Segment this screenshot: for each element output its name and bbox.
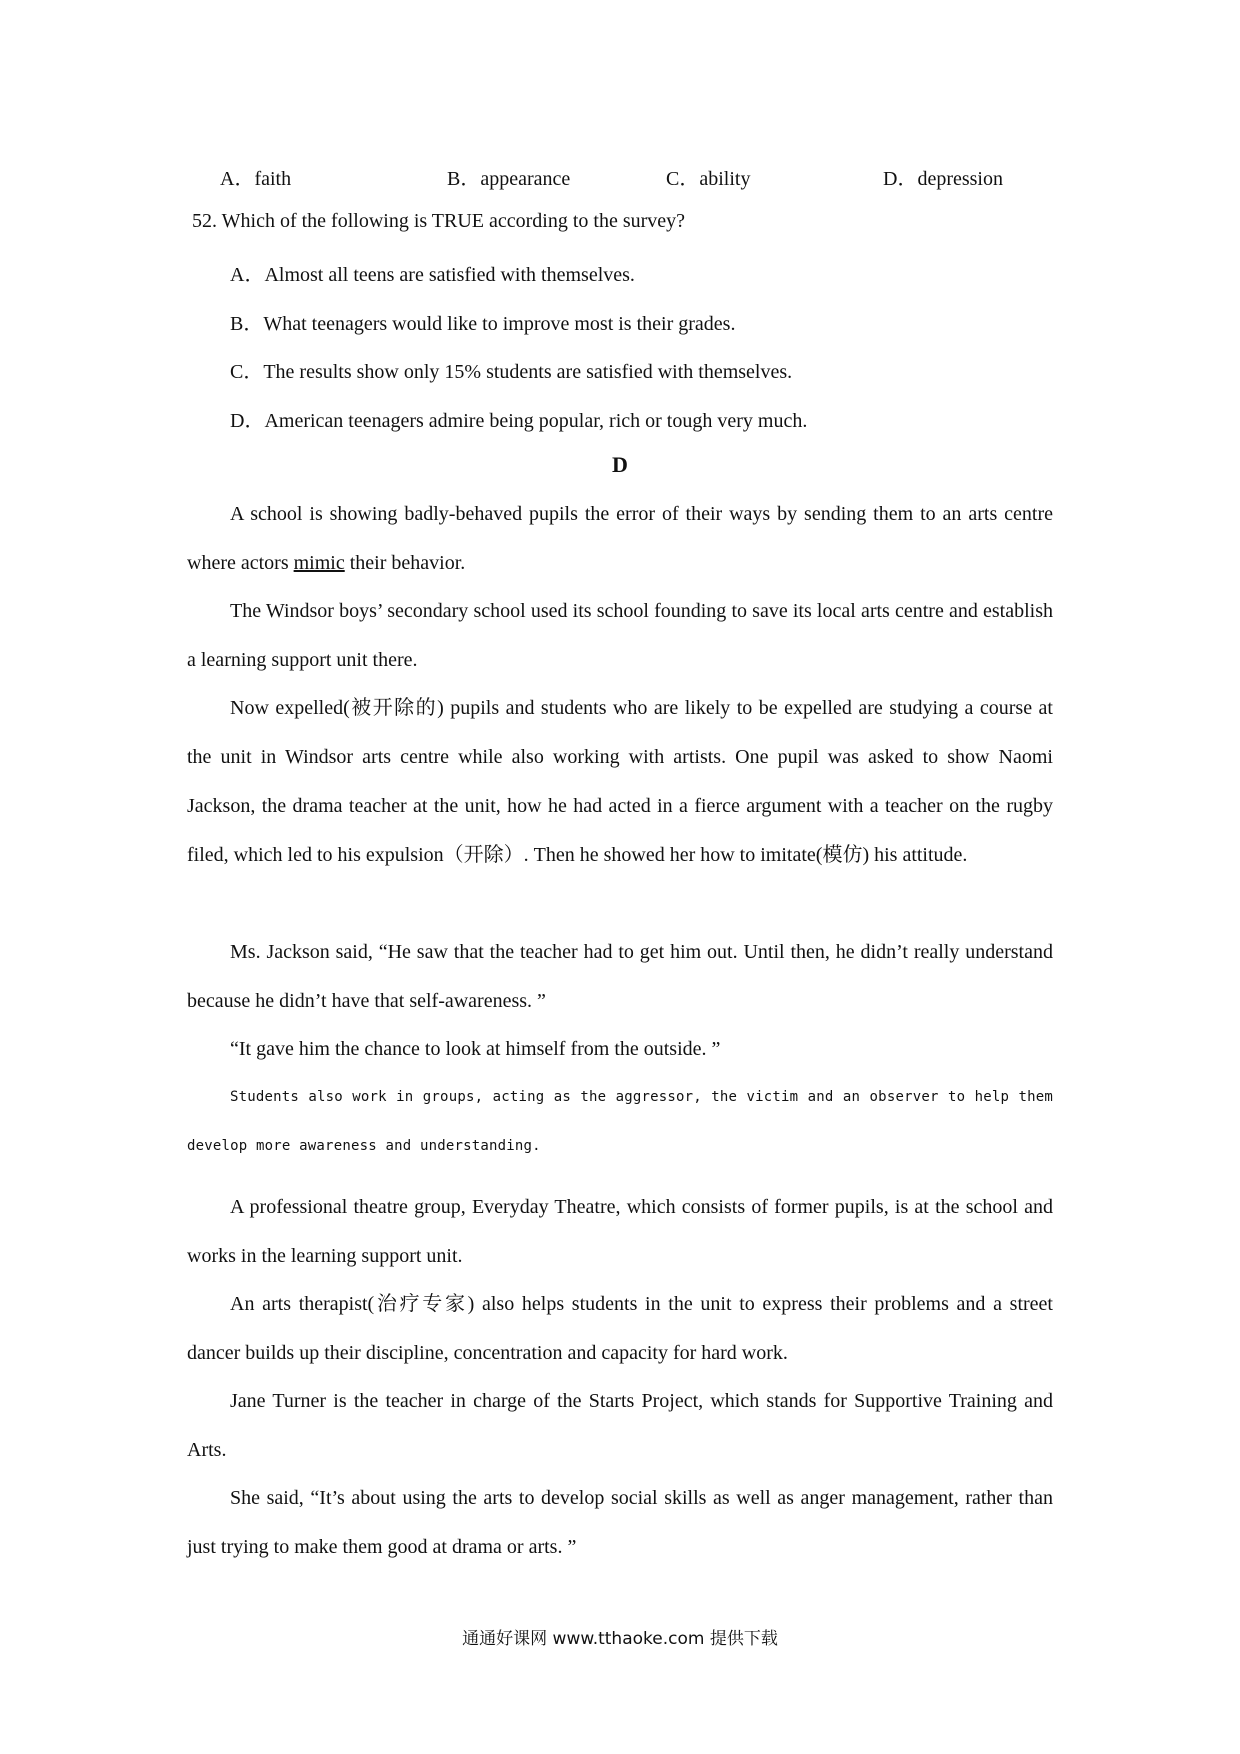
- q52-stem: 52. Which of the following is TRUE according to the survey?: [192, 210, 686, 232]
- passage-paragraph-10: She said, “It’s about using the arts to develop social skills as well as anger management, rather than just trying to make them good at drama or arts. ”: [187, 1487, 1053, 1558]
- q52-option-c[interactable]: C．The results show only 15% students are satisfied with themselves.: [230, 361, 793, 383]
- passage-paragraph-1: [187, 490, 1053, 588]
- underlined-word-mimic: mimic: [293, 552, 345, 574]
- q51-option-d[interactable]: D．depression: [883, 168, 1003, 190]
- passage-paragraph-6: Students also work in groups, acting as the aggressor, the victim and an observer to help them develop more awareness and understanding.: [187, 1089, 1053, 1154]
- paragraph-1-text-end: their behavior.: [344, 552, 466, 574]
- passage-paragraph-2: The Windsor boys’ secondary school used its school founding to save its local arts centre and establish a learning support unit there.: [187, 600, 1053, 671]
- q51-option-a[interactable]: A．faith: [220, 168, 292, 190]
- q51-option-b[interactable]: B．appearance: [447, 168, 571, 190]
- passage-paragraph-3: Now expelled(被开除的) pupils and students who are likely to be expelled are studying a course at the unit in Windsor arts centre while also working with artists. One pupil was asked to show Naomi Jackson, the drama teacher at the unit, how he had acted in a fierce argument with a teacher on the rugby filed, which led to his expulsion（开除）. Then he showed her how to imitate(模仿) his attitude.: [187, 697, 1053, 866]
- passage-paragraph-8: An arts therapist(治疗专家) also helps students in the unit to express their problems and a street dancer builds up their discipline, concentration and capacity for hard work.: [187, 1293, 1053, 1364]
- q52-option-d[interactable]: D．American teenagers admire being popular, rich or tough very much.: [230, 410, 808, 432]
- q52-option-b[interactable]: B．What teenagers would like to improve most is their grades.: [230, 313, 736, 335]
- passage-paragraph-9: Jane Turner is the teacher in charge of the Starts Project, which stands for Supportive Training and Arts.: [187, 1390, 1053, 1461]
- passage-paragraph-4: Ms. Jackson said, “He saw that the teacher had to get him out. Until then, he didn’t really understand because he didn’t have that self-awareness. ”: [187, 941, 1053, 1012]
- section-title: D: [612, 452, 628, 477]
- q51-options-row: [0, 162, 1240, 192]
- passage-paragraph-5: “It gave him the chance to look at himself from the outside. ”: [230, 1038, 721, 1060]
- q52-option-a[interactable]: A．Almost all teens are satisfied with themselves.: [230, 264, 635, 286]
- page-footer: 通通好课网 www.tthaoke.com 提供下载: [462, 1629, 778, 1649]
- passage-paragraph-7: A professional theatre group, Everyday Theatre, which consists of former pupils, is at the school and works in the learning support unit.: [187, 1196, 1053, 1267]
- q51-option-c[interactable]: C．ability: [666, 168, 751, 190]
- paragraph-1-text-start: A school is showing badly-behaved pupils the error of their ways by sending them to an arts centre where actors: [187, 503, 1053, 574]
